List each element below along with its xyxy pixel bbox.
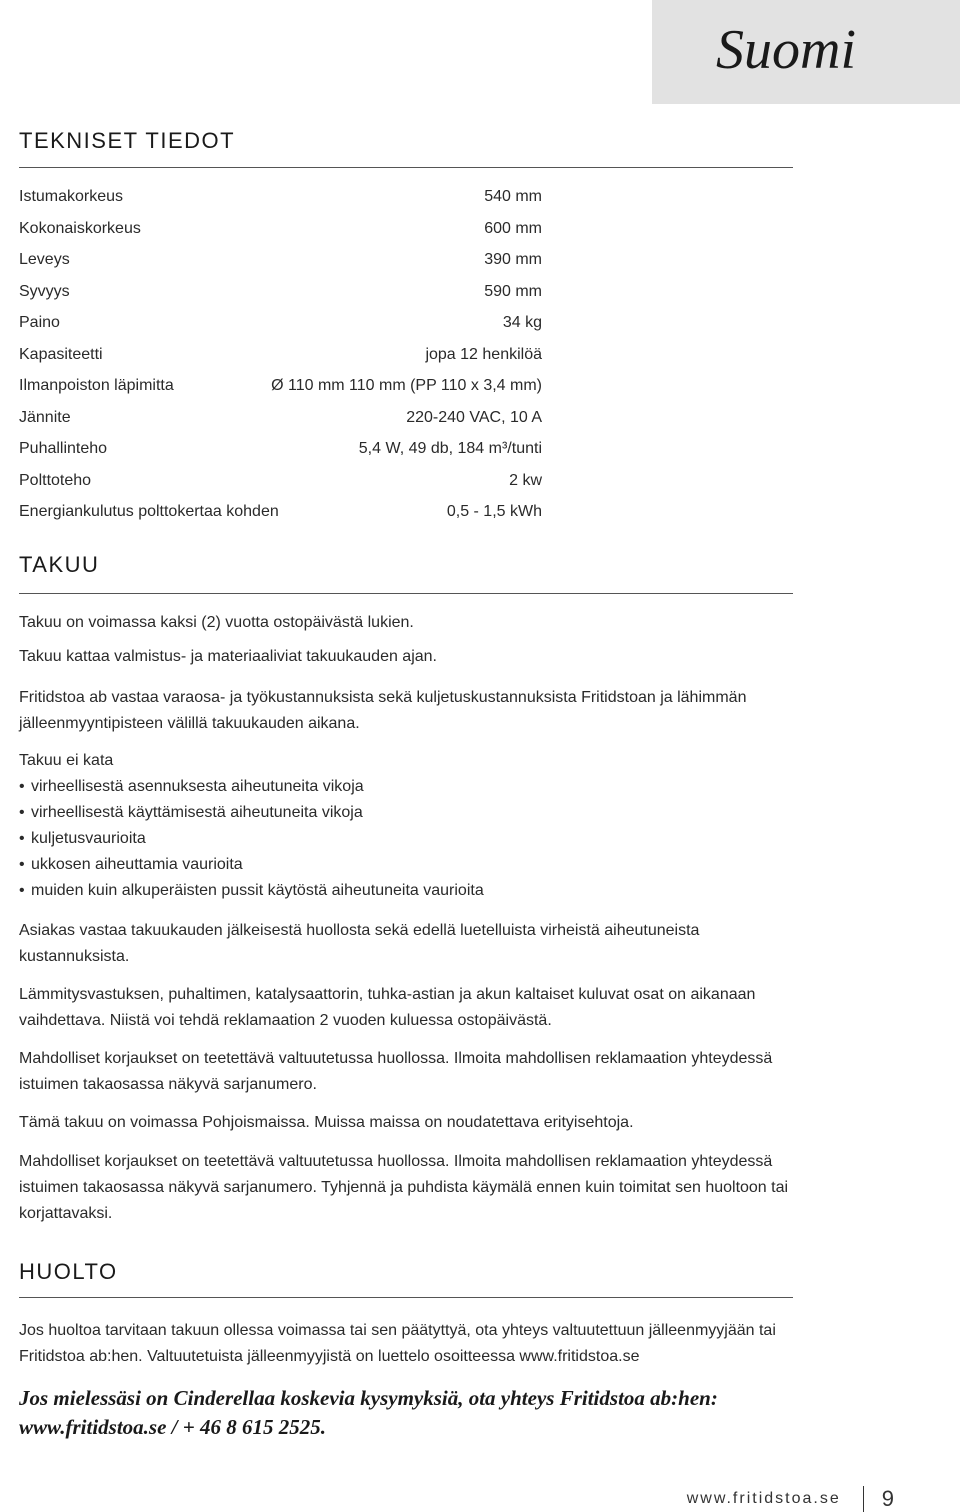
spec-label: Puhallinteho (19, 440, 108, 457)
page-number: 9 (881, 1486, 894, 1511)
spec-value: 590 mm (484, 282, 542, 300)
tech-specs-heading: TEKNISET TIEDOT (19, 128, 236, 153)
language-label: Suomi (716, 19, 856, 81)
spec-row (19, 188, 542, 220)
spec-row (19, 346, 542, 378)
spec-label: Leveys (19, 251, 70, 268)
spec-label: Jännite (19, 408, 71, 426)
spec-row (19, 251, 542, 283)
spec-value: 390 mm (484, 251, 542, 268)
spec-label: Energiankulutus polttokertaa kohden (19, 503, 279, 520)
divider (19, 1297, 793, 1298)
exclusions-block (19, 748, 794, 904)
footer-separator (863, 1486, 864, 1512)
warranty-paragraph: Lämmitysvastuksen, puhaltimen, katalysaattorin, tuhka-astian ja akun kaltaiset kuluvat osat on aikanaan vaihdettava. Niistä voi tehdä reklamaation 2 vuoden kuluessa ostopäivästä. (19, 986, 756, 1029)
spec-row (19, 377, 542, 409)
service-heading: HUOLTO (19, 1259, 118, 1284)
spec-row (19, 440, 542, 472)
spec-row (19, 472, 542, 504)
spec-label: Kapasiteetti (19, 345, 103, 363)
list-item: • ukkosen aiheuttamia vaurioita (19, 852, 794, 878)
spec-label: Istumakorkeus (19, 188, 124, 205)
language-tab (652, 0, 960, 104)
list-item: • kuljetusvaurioita (19, 826, 794, 852)
divider (19, 593, 793, 594)
spec-value: 600 mm (484, 219, 542, 237)
spec-label: Syvyys (19, 282, 70, 300)
list-item: • virheellisestä asennuksesta aiheutuneita vikoja (19, 774, 794, 800)
warranty-paragraph: Tämä takuu on voimassa Pohjoismaissa. Muissa maissa on noudatettava erityisehtoja. (19, 1114, 634, 1131)
warranty-paragraph: Mahdolliset korjaukset on teetettävä valtuutetussa huollossa. Ilmoita mahdollisen reklamaation yhteydessä istuimen takaosassa näkyvä sarjanumero. (19, 1050, 773, 1093)
spec-value: 5,4 W, 49 db, 184 m³/tunti (358, 440, 542, 457)
spec-row (19, 220, 542, 252)
spec-label: Paino (19, 314, 60, 331)
spec-value: 2 kw (509, 471, 542, 489)
list-item: • muiden kuin alkuperäisten pussit käytöstä aiheutuneita vaurioita (19, 878, 794, 904)
exclusions-list (19, 774, 794, 904)
warranty-paragraph: Asiakas vastaa takuukauden jälkeisestä huollosta sekä edellä luetelluista virheistä aiheutuneista kustannuksista. (19, 922, 700, 965)
warranty-paragraph: Takuu on voimassa kaksi (2) vuotta ostopäivästä lukien. (19, 614, 414, 631)
spec-label: Ilmanpoiston läpimitta (19, 377, 174, 394)
warranty-paragraph: Mahdolliset korjaukset on teetettävä valtuutetussa huollossa. Ilmoita mahdollisen reklamaation yhteydessä istuimen takaosassa näkyvä sarjanumero. Tyhjennä ja puhdista käymälä ennen kuin toimitat sen huoltoon tai korjattavaksi. (19, 1153, 789, 1222)
warranty-heading: TAKUU (19, 552, 100, 577)
divider (19, 167, 793, 168)
spec-row (19, 283, 542, 315)
footer-website: www.fritidstoa.se (686, 1490, 841, 1507)
warranty-paragraph: Takuu kattaa valmistus- ja materiaaliviat takuukauden ajan. (19, 648, 437, 665)
page-footer (687, 1486, 894, 1512)
spec-value: jopa 12 henkilöä (425, 345, 542, 363)
spec-value: 220-240 VAC, 10 A (406, 408, 542, 426)
spec-row (19, 409, 542, 441)
spec-table (19, 188, 542, 535)
spec-value: Ø 110 mm 110 mm (PP 110 x 3,4 mm) (271, 377, 542, 394)
spec-row (19, 503, 542, 535)
spec-label: Polttoteho (19, 471, 92, 489)
spec-row (19, 314, 542, 346)
exclusions-title: Takuu ei kata (19, 752, 114, 769)
spec-label: Kokonaiskorkeus (19, 219, 141, 237)
contact-note: Jos mielessäsi on Cinderellaa koskevia kysymyksiä, ota yhteys Fritidstoa ab:hen: www.fritidstoa.se / + 46 8 615 2525. (19, 1386, 718, 1439)
spec-value: 0,5 - 1,5 kWh (446, 503, 542, 520)
warranty-paragraph: Fritidstoa ab vastaa varaosa- ja työkustannuksista sekä kuljetuskustannuksista Fritidstoan ja lähimmän jälleenmyyntipisteen välillä takuukauden aikana. (19, 689, 747, 732)
service-paragraph: Jos huoltoa tarvitaan takuun ollessa voimassa tai sen päätyttyä, ota yhteys valtuutettuun jälleenmyyjään tai Fritidstoa ab:hen. Valtuutetuista jälleenmyyjistä on luettelo osoitteessa www.fritidstoa.se (19, 1322, 776, 1365)
list-item: • virheellisestä käyttämisestä aiheutuneita vikoja (19, 800, 794, 826)
spec-value: 34 kg (502, 314, 542, 331)
spec-value: 540 mm (484, 188, 542, 205)
